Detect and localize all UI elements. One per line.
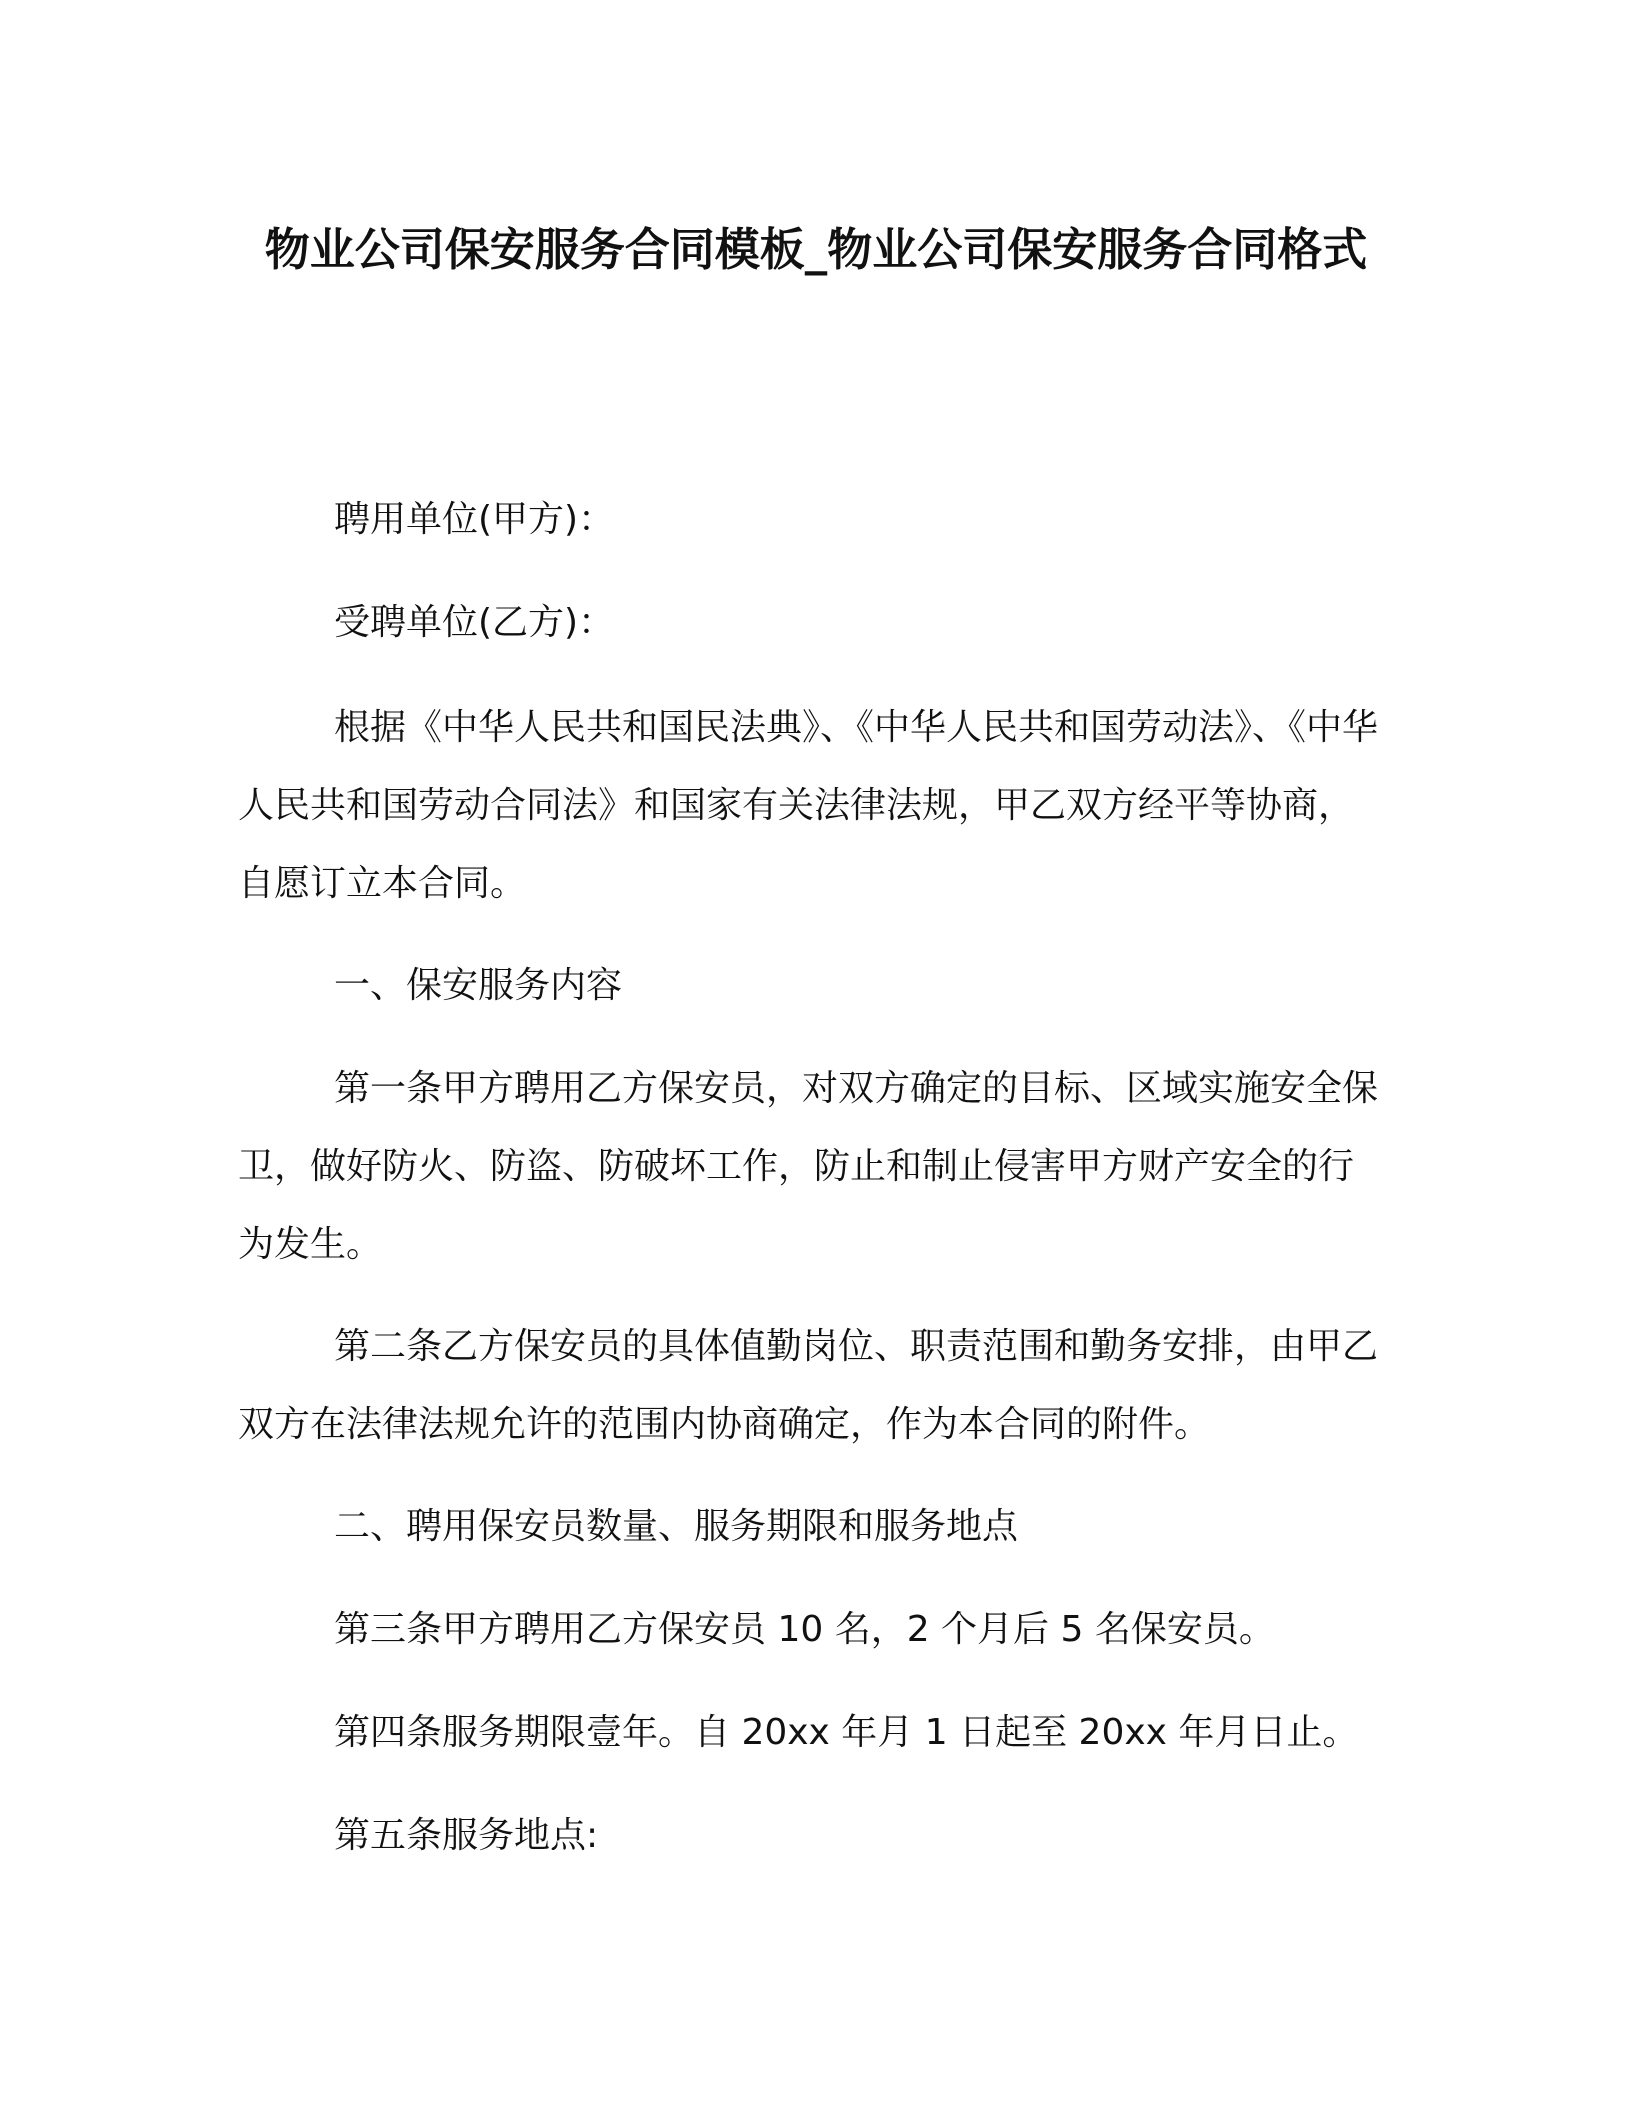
section-heading-2: 二、聘用保安员数量、服务期限和服务地点 [334,1506,1019,1547]
section-heading-1: 一、保安服务内容 [334,965,623,1006]
preamble-paragraph: 根据《中华人民共和国民法典》、《中华人民共和国劳动法》、《中华人民共和国劳动合同法》和国家有关法律法规，甲乙双方经平等协商，自愿订立本合同。 [238,707,1379,904]
article-5-paragraph: 第五条服务地点: [334,1815,599,1856]
party-a-line: 聘用单位(甲方)： [334,499,615,540]
party-b-line: 受聘单位(乙方)： [334,602,615,643]
document-title: 物业公司保安服务合同模板_物业公司保安服务合同格式 [264,223,1368,276]
article-2-paragraph: 第二条乙方保安员的具体值勤岗位、职责范围和勤务安排，由甲乙双方在法律法规允许的范围内协商确定，作为本合同的附件。 [238,1326,1379,1445]
article-1-paragraph: 第一条甲方聘用乙方保安员，对双方确定的目标、区域实施安全保卫，做好防火、防盗、防破坏工作，防止和制止侵害甲方财产安全的行为发生。 [238,1068,1379,1265]
article-4-paragraph: 第四条服务期限壹年。自 20xx 年月 1 日起至 20xx 年月日止。 [334,1712,1359,1753]
article-3-paragraph: 第三条甲方聘用乙方保安员 10 名，2 个月后 5 名保安员。 [334,1609,1275,1650]
